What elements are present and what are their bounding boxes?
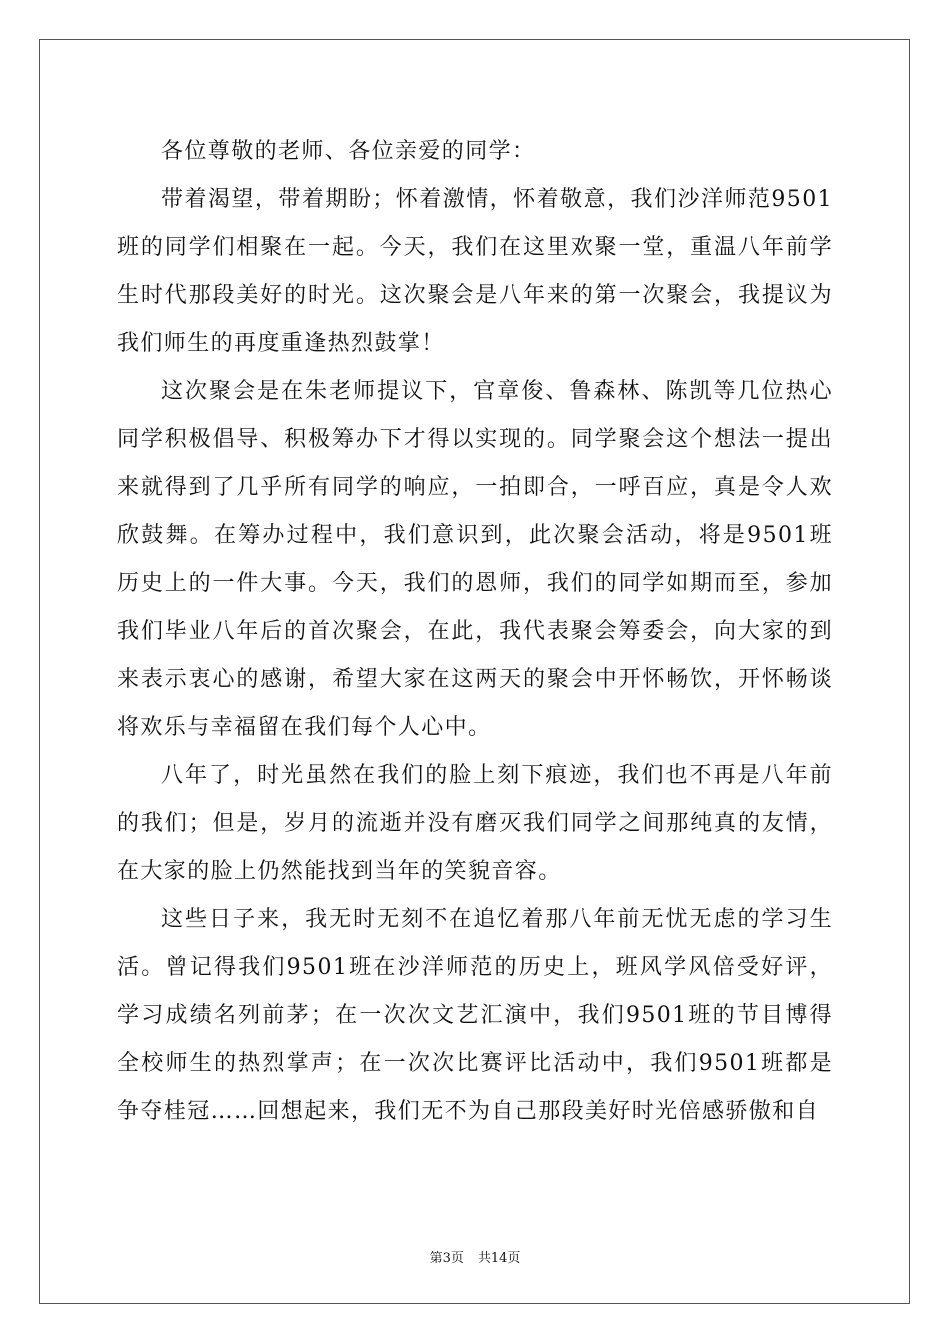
paragraph-1: 带着渴望，带着期盼；怀着激情，怀着敬意，我们沙洋师范9501班的同学们相聚在一起。今天，我们在这里欢聚一堂，重温八年前学生时代那段美好的时光。这次聚会是八年来的第一次聚会，我提议为我们师生的再度重逢热烈鼓掌！ [117, 187, 833, 356]
salutation: 各位尊敬的老师、各位亲爱的同学： [161, 139, 536, 164]
page-total: 共14页 [477, 1251, 521, 1266]
paragraph-3: 八年了，时光虽然在我们的脸上刻下痕迹，我们也不再是八年前的我们；但是，岁月的流逝并没有磨灭我们同学之间那纯真的友情，在大家的脸上仍然能找到当年的笑貌音容。 [117, 763, 833, 884]
page-number: 第3页 [429, 1251, 464, 1266]
paragraph-2: 这次聚会是在朱老师提议下，官章俊、鲁森林、陈凯等几位热心同学积极倡导、积极筹办下才得以实现的。同学聚会这个想法一提出来就得到了几乎所有同学的响应，一拍即合，一呼百应，真是令人欢欣鼓舞。在筹办过程中，我们意识到，此次聚会活动，将是9501班历史上的一件大事。今天，我们的恩师，我们的同学如期而至，参加我们毕业八年后的首次聚会，在此，我代表聚会筹委会，向大家的到来表示衷心的感谢，希望大家在这两天的聚会中开怀畅饮，开怀畅谈将欢乐与幸福留在我们每个人心中。 [117, 379, 833, 740]
paragraph-4: 这些日子来，我无时无刻不在追忆着那八年前无忧无虑的学习生活。曾记得我们9501班在沙洋师范的历史上，班风学风倍受好评，学习成绩名列前茅；在一次次文艺汇演中，我们9501班的节目博得全校师生的热烈掌声；在一次次比赛评比活动中，我们9501班都是争夺桂冠……回想起来，我们无不为自己那段美好时光倍感骄傲和自 [117, 907, 833, 1124]
page-footer [0, 1247, 950, 1266]
document-body [117, 128, 833, 1136]
